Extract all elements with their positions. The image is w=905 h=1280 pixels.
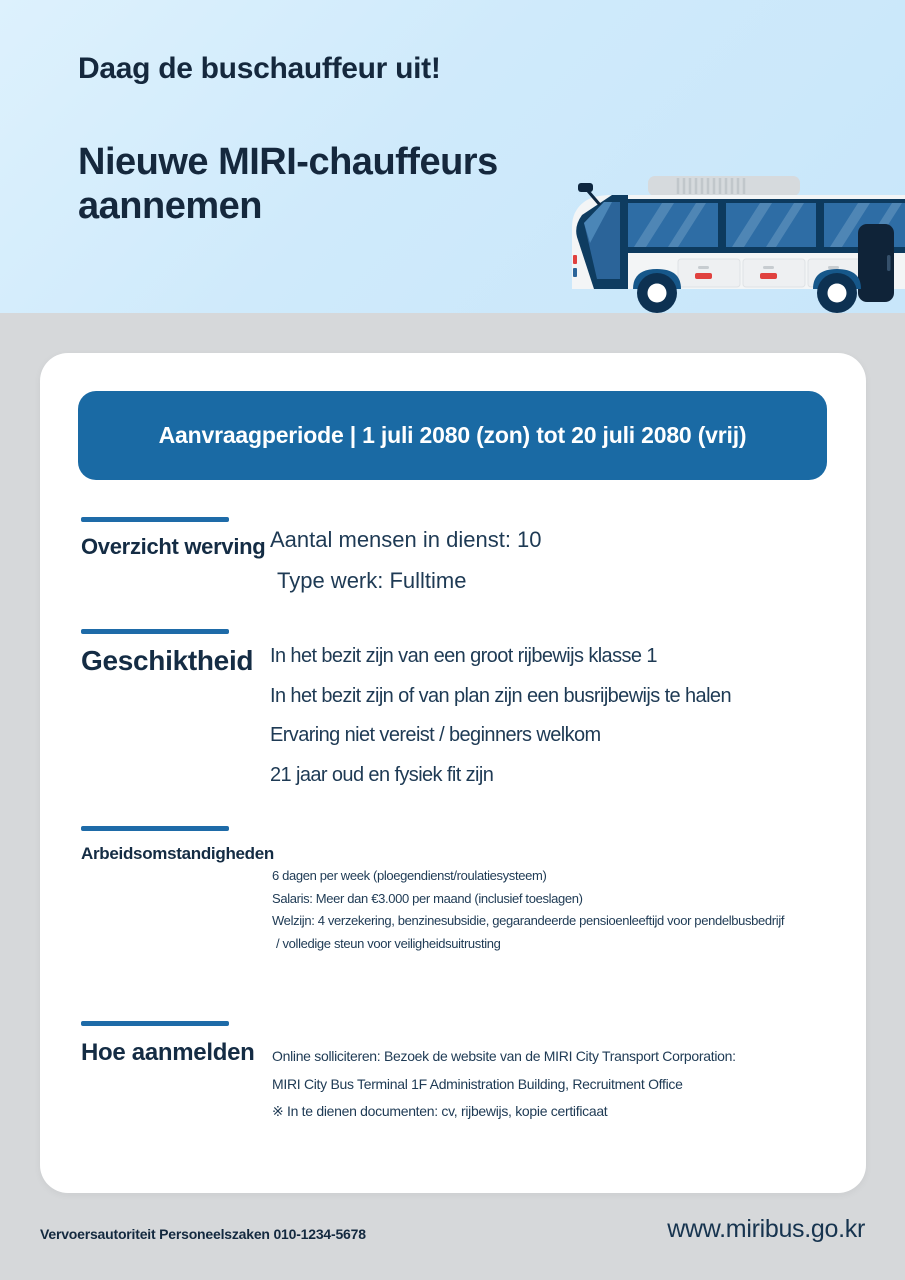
section-heading: Arbeidsomstandigheden bbox=[81, 844, 275, 863]
hero-section bbox=[0, 0, 905, 313]
section-content bbox=[270, 519, 542, 601]
section-content bbox=[272, 865, 784, 955]
section-content bbox=[272, 1043, 736, 1126]
content-line: Welzijn: 4 verzekering, benzinesubsidie, gegarandeerde pensioenleeftijd voor pendelbusbedrijf bbox=[272, 913, 785, 928]
section-hoe-aanmelden bbox=[81, 1021, 736, 1119]
content-line: 6 dagen per week (ploegendienst/roulatiesysteem) bbox=[272, 868, 547, 883]
section-content bbox=[270, 637, 731, 795]
section-arbeidsomstandigheden bbox=[81, 826, 785, 951]
section-heading: Hoe aanmelden bbox=[81, 1039, 255, 1066]
hero-tagline: Daag de buschauffeur uit! bbox=[78, 52, 441, 85]
section-tick-line bbox=[81, 517, 229, 522]
section-tick-line bbox=[81, 1021, 229, 1026]
application-period-banner bbox=[78, 391, 827, 480]
section-heading: Overzicht werving bbox=[81, 534, 266, 559]
section-overzicht-werving bbox=[81, 517, 542, 593]
content-line: Type werk: Fulltime bbox=[277, 568, 467, 593]
content-line: Online solliciteren: Bezoek de website van de MIRI City Transport Corporation: bbox=[272, 1048, 736, 1064]
bus-illustration-icon bbox=[560, 169, 905, 319]
page-title bbox=[78, 140, 498, 228]
content-line: Aantal mensen in dienst: 10 bbox=[270, 527, 542, 552]
content-line: ※ In te dienen documenten: cv, rijbewijs, kopie certificaat bbox=[272, 1103, 608, 1119]
footer-website-url: www.miribus.go.kr bbox=[667, 1215, 865, 1243]
section-geschiktheid bbox=[81, 629, 731, 786]
content-line: In het bezit zijn van een groot rijbewijs klasse 1 bbox=[270, 645, 657, 667]
content-line: 21 jaar oud en fysiek fit zijn bbox=[270, 763, 494, 786]
content-line: Salaris: Meer dan €3.000 per maand (inclusief toeslagen) bbox=[272, 890, 583, 906]
content-line: In het bezit zijn of van plan zijn een busrijbewijs te halen bbox=[270, 684, 731, 707]
application-period-text: Aanvraagperiode | 1 juli 2080 (zon) tot 20 juli 2080 (vrij) bbox=[158, 422, 747, 448]
page-title-line1: Nieuwe MIRI-chauffeurs bbox=[78, 141, 498, 183]
footer-contact: Vervoersautoriteit Personeelszaken 010-1234-5678 bbox=[40, 1226, 366, 1242]
content-line: Ervaring niet vereist / beginners welkom bbox=[270, 724, 601, 746]
section-tick-line bbox=[81, 826, 229, 831]
info-card bbox=[40, 353, 866, 1193]
section-heading: Geschiktheid bbox=[81, 645, 254, 676]
content-line: MIRI City Bus Terminal 1F Administration Building, Recruitment Office bbox=[272, 1075, 683, 1092]
content-line: / volledige steun voor veiligheidsuitrusting bbox=[276, 935, 501, 951]
section-tick-line bbox=[81, 629, 229, 634]
page-title-line2: aannemen bbox=[78, 185, 262, 227]
